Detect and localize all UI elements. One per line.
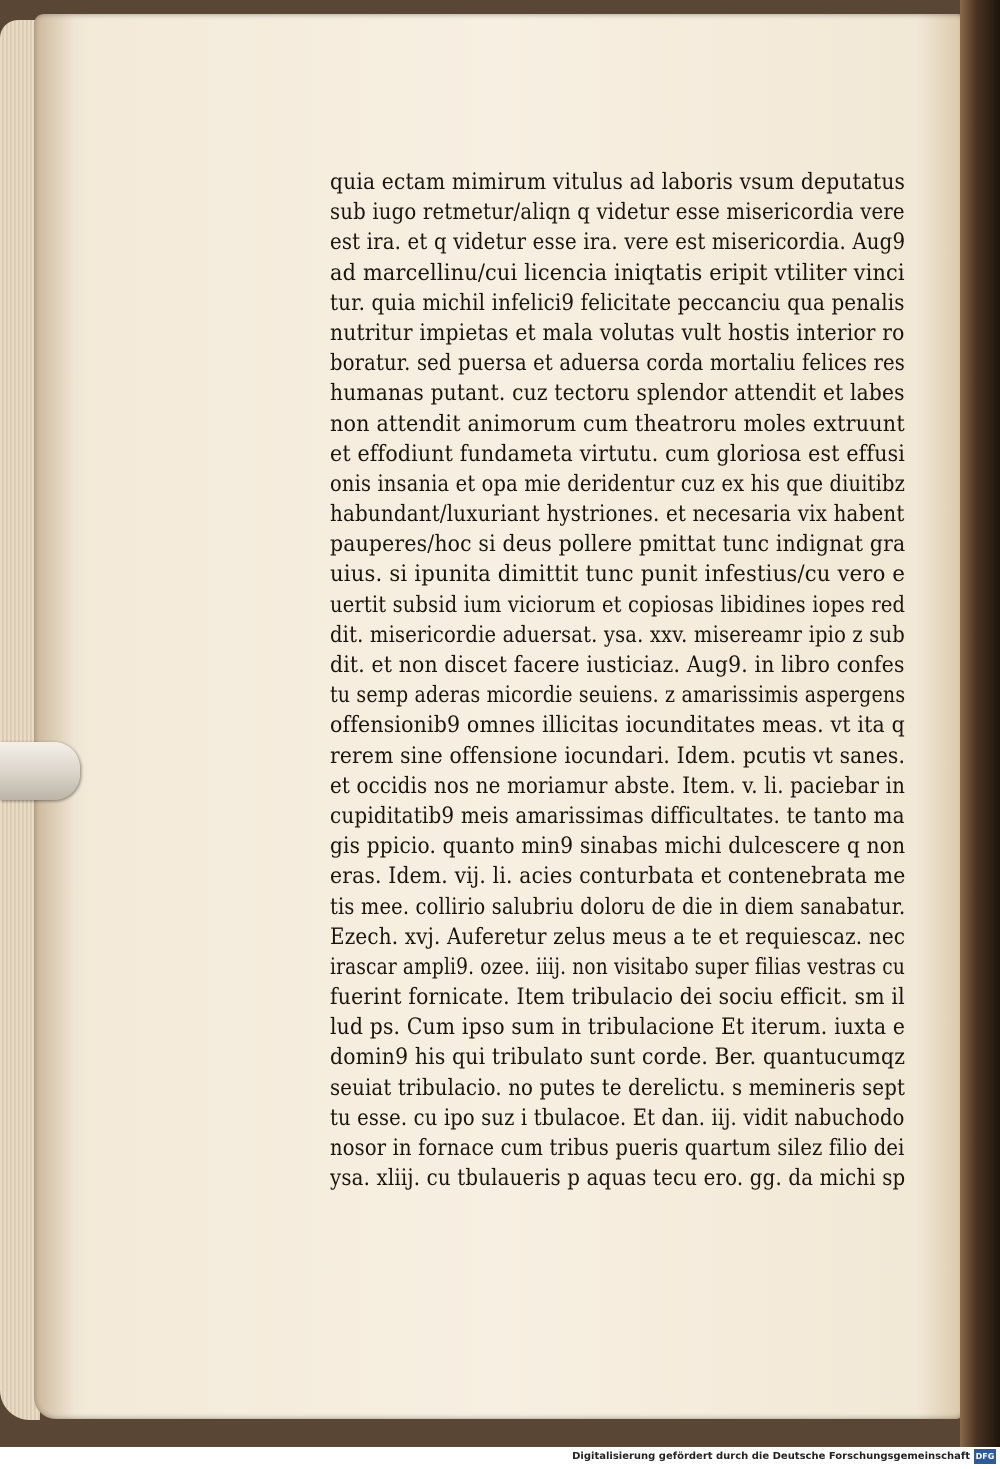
text-column <box>330 168 910 1194</box>
text-line: tu semp aderas micordie seuiens. z amarissimis aspergens <box>330 683 905 709</box>
text-line: non attendit animorum cum theatroru moles extruunt <box>330 411 905 437</box>
text-line: nosor in fornace cum tribus pueris quartum silez filio dei <box>330 1136 905 1161</box>
text-line: Ezech. xvj. Auferetur zelus meus a te et requiescaz. nec <box>330 924 905 950</box>
text-line: humanas putant. cuz tectoru splendor attendit et labes <box>330 381 905 407</box>
text-line: ysa. xliij. cu tbulaueris p aquas tecu ero. gg. da michi sp <box>330 1166 905 1192</box>
text-line: et effodiunt fundameta virtutu. cum gloriosa est effusi <box>330 441 905 467</box>
dfg-logo: DFG <box>974 1449 996 1464</box>
text-line: boratur. sed puersa et aduersa corda mortaliu felices res <box>330 351 905 377</box>
text-line: dit. misericordie aduersat. ysa. xxv. misereamr ipio z sub <box>330 622 905 648</box>
text-line: sub iugo retmetur/aliqn q videtur esse misericordia vere <box>330 200 905 226</box>
page-shadow <box>34 14 74 1419</box>
text-line: cupiditatib9 meis amarissimas difficultates. te tanto ma <box>330 803 905 829</box>
text-line: offensionib9 omnes illicitas iocunditates meas. vt ita q <box>330 713 905 739</box>
text-line: et occidis nos ne moriamur abste. Item. v. li. paciebar in <box>330 773 905 799</box>
text-line: gis ppicio. quanto min9 sinabas michi dulcescere q non <box>330 834 905 860</box>
text-line: ad marcellinu/cui licencia iniqtatis eripit vtiliter vinci <box>330 260 905 286</box>
funding-credit: Digitalisierung gefördert durch die Deutsche Forschungsgemeinschaft <box>572 1451 970 1462</box>
text-line: seuiat tribulacio. no putes te derelictu. s memineris sept <box>330 1075 905 1101</box>
text-line: pauperes/hoc si deus pollere pmittat tunc indignat gra <box>330 532 905 558</box>
book-binding <box>960 0 1000 1447</box>
text-line: tis mee. collirio salubriu doloru de die in diem sanabatur. <box>330 894 905 920</box>
text-line: nutritur impietas et mala volutas vult hostis interior ro <box>330 320 905 346</box>
text-line: uertit subsid ium viciorum et copiosas libidines iopes red <box>330 592 905 618</box>
text-line: irascar ampli9. ozee. iiij. non visitabo super filias vestras cu <box>330 954 905 980</box>
text-line: onis insania et opa mie deridentur cuz ex his que diuitibz <box>330 471 905 497</box>
text-line: rerem sine offensione iocundari. Idem. pcutis vt sanes. <box>330 743 905 769</box>
text-line: uius. si ipunita dimittit tunc punit infestius/cu vero e <box>330 562 905 588</box>
text-line: tur. quia michil infelici9 felicitate peccanciu qua penalis <box>330 290 905 316</box>
text-line: est ira. et q videtur esse ira. vere est misericordia. Aug9 <box>330 230 905 256</box>
text-line: lud ps. Cum ipso sum in tribulacione Et iterum. iuxta e <box>330 1015 905 1041</box>
page-clip <box>0 742 80 800</box>
text-line: dit. et non discet facere iusticiaz. Aug9. in libro confes <box>330 653 905 678</box>
text-line: eras. Idem. vij. li. acies conturbata et contenebrata me <box>330 864 905 890</box>
text-line: tu esse. cu ipo suz i tbulacoe. Et dan. iij. vidit nabuchodo <box>330 1105 905 1131</box>
text-line: domin9 his qui tribulato sunt corde. Ber. quantucumqz <box>330 1045 905 1071</box>
text-line: habundant/luxuriant hystriones. et necesaria vix habent <box>330 502 905 528</box>
text-line: fuerint fornicate. Item tribulacio dei sociu efficit. sm il <box>330 985 905 1011</box>
text-line: quia ectam mimirum vitulus ad laboris vsum deputatus <box>330 170 905 195</box>
